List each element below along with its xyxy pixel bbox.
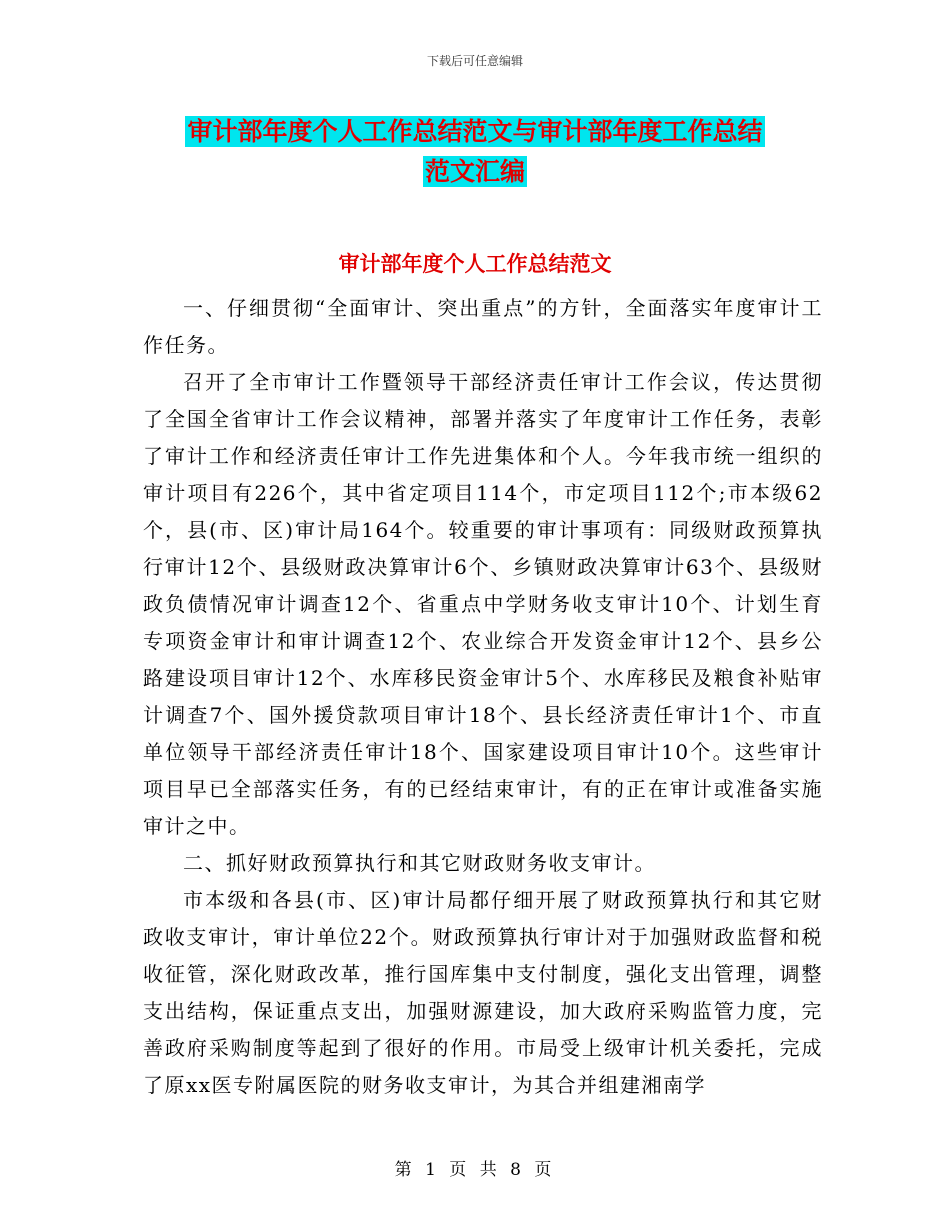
page-footer: 第 1 页 共 8 页 (394, 1160, 556, 1180)
document-title-line1: 审计部年度个人工作总结范文与审计部年度工作总结 (187, 117, 763, 146)
document-body (143, 290, 823, 1104)
paragraph: 一、仔细贯彻“全面审计、突出重点”的方针，全面落实年度审计工作任务。 (143, 296, 823, 357)
header-note: 下载后可任意编辑 (426, 54, 523, 68)
paragraph: 市本级和各县(市、区)审计局都仔细开展了财政预算执行和其它财政收支审计，审计单位22个。财政预算执行审计对于加强财政监督和税收征管，深化财政改革，推行国库集中支付制度，强化支出管理，调整支出结构，保证重点支出，加强财源建设，加大政府采购监管力度，完善政府采购制度等起到了很好的作用。市局受上级审计机关委托，完成了原xx医专附属医院的财务收支审计，为其合并组建湘南学 (143, 888, 823, 1097)
document-title (0, 112, 950, 192)
document-title-line2: 范文汇编 (424, 157, 525, 186)
paragraph: 二、抓好财政预算执行和其它财政财务收支审计。 (183, 851, 656, 875)
paragraph: 召开了全市审计工作暨领导干部经济责任审计工作会议，传达贯彻了全国全省审计工作会议精神，部署并落实了年度审计工作任务，表彰了审计工作和经济责任审计工作先进集体和个人。今年我市统一组织的审计项目有226个，其中省定项目114个，市定项目112个;市本级62个，县(市、区)审计局164个。较重要的审计事项有：同级财政预算执行审计12个、县级财政决算审计6个、乡镇财政决算审计63个、县级财政负债情况审计调查12个、省重点中学财务收支审计10个、计划生育专项资金审计和审计调查12个、农业综合开发资金审计12个、县乡公路建设项目审计12个、水库移民资金审计5个、水库移民及粮食补贴审计调查7个、国外援贷款项目审计18个、县长经济责任审计1个、市直单位领导干部经济责任审计18个、国家建设项目审计10个。这些审计项目早已全部落实任务，有的已经结束审计，有的正在审计或准备实施审计之中。 (143, 370, 823, 838)
section-title: 审计部年度个人工作总结范文 (338, 252, 612, 276)
